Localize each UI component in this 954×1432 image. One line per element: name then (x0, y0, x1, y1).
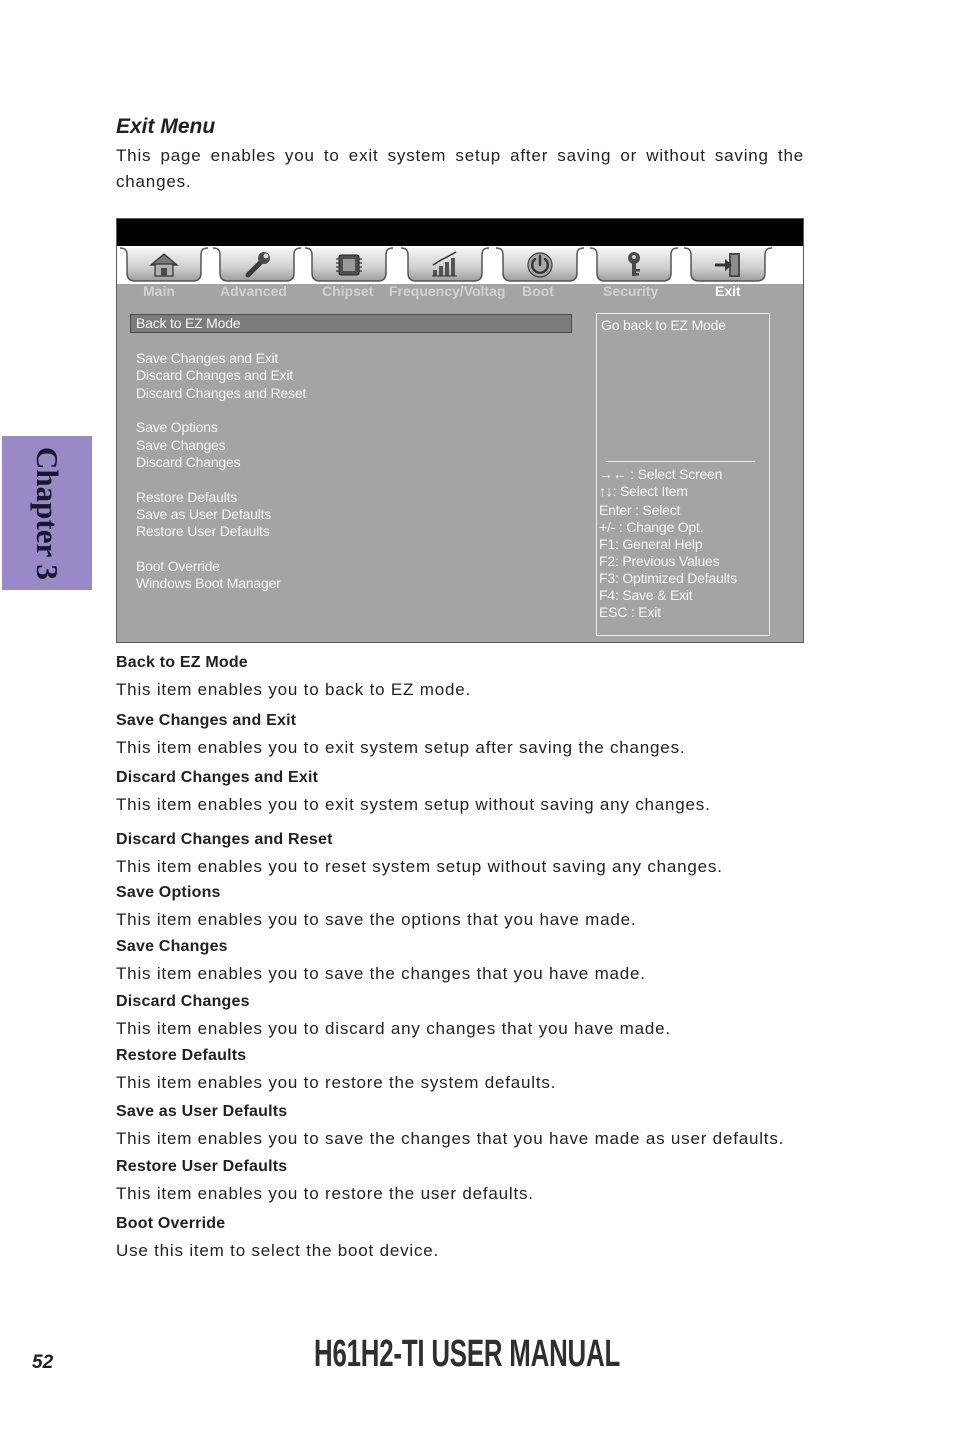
chip-icon (336, 255, 362, 275)
item-description: This item enables you to reset system setup without saving any changes. (116, 857, 723, 876)
item-description: This item enables you to restore the system defaults. (116, 1073, 557, 1092)
item-title: Restore Defaults (116, 1047, 247, 1064)
item-title: Save Changes (116, 938, 228, 955)
bios-tab-security (590, 248, 678, 281)
bios-tab-label-boot: Boot (522, 283, 554, 299)
item-description: This item enables you to save the changes that you have made. (116, 964, 646, 983)
item-section (116, 992, 804, 1039)
item-title: Discard Changes and Exit (116, 769, 319, 786)
menu-item-discard-changes-and-reset: Discard Changes and Reset (136, 385, 307, 401)
key-help-line: F4: Save & Exit (599, 587, 693, 603)
menu-item-boot-override: Boot Override (136, 558, 220, 574)
item-description: This item enables you to save the options that you have made. (116, 910, 637, 929)
help-divider (606, 461, 755, 462)
item-section (116, 768, 804, 815)
item-description: This item enables you to exit system setup after saving the changes. (116, 738, 686, 757)
bios-tab-advanced (213, 248, 301, 281)
bios-tab-label-frequency: Frequency/Voltag (389, 283, 506, 299)
key-help-line: F1: General Help (599, 536, 703, 552)
key-help-line: F2: Previous Values (599, 553, 720, 569)
menu-item-discard-changes: Discard Changes (136, 454, 241, 470)
item-description: This item enables you to exit system setup without saving any changes. (116, 795, 711, 814)
item-section (116, 1046, 804, 1093)
item-title: Discard Changes and Reset (116, 831, 333, 848)
menu-item-restore-user-defaults: Restore User Defaults (136, 523, 270, 539)
bios-selected-item: Back to EZ Mode (130, 314, 572, 333)
item-section (116, 1214, 804, 1261)
bios-tab-chipset (305, 248, 393, 281)
item-section (116, 1157, 804, 1204)
item-section (116, 711, 804, 758)
item-description: This item enables you to back to EZ mode. (116, 680, 472, 699)
item-description: This item enables you to save the changes that you have made as user defaults. (116, 1129, 785, 1148)
item-description: Use this item to select the boot device. (116, 1241, 440, 1260)
item-section (116, 883, 804, 930)
bios-tab-label-security: Security (603, 283, 659, 299)
manual-title: H61H2-TI USER MANUAL (314, 1333, 621, 1375)
menu-item-save-changes: Save Changes (136, 437, 226, 453)
bios-tab-label-advanced: Advanced (220, 283, 287, 299)
item-section (116, 653, 804, 700)
menu-item-save-as-user-defaults: Save as User Defaults (136, 506, 272, 522)
item-title: Save Options (116, 884, 221, 901)
key-help-line: ↑↓: Select Item (599, 483, 688, 499)
chapter-label: Chapter 3 (30, 446, 65, 580)
intro-paragraph: This page enables you to exit system setup after saving or without saving the changes. (116, 146, 804, 191)
help-description: Go back to EZ Mode (601, 317, 726, 333)
key-help-line: +/- : Change Opt. (599, 519, 704, 535)
bios-tab-label-main: Main (143, 283, 175, 299)
bios-tab-main (120, 248, 208, 281)
page-number: 52 (32, 1352, 54, 1373)
item-title: Discard Changes (116, 993, 250, 1010)
menu-item-save-changes-and-exit: Save Changes and Exit (136, 350, 279, 366)
bios-screenshot (116, 218, 804, 643)
bios-tab-label-exit: Exit (715, 283, 741, 299)
item-title: Restore User Defaults (116, 1158, 288, 1175)
bios-tab-icons (117, 246, 803, 284)
item-section (116, 937, 804, 984)
item-title: Back to EZ Mode (116, 654, 248, 671)
item-description: This item enables you to discard any changes that you have made. (116, 1019, 671, 1038)
chapter-tab (2, 436, 92, 590)
item-title: Save Changes and Exit (116, 712, 297, 729)
menu-item-windows-boot-manager: Windows Boot Manager (136, 575, 281, 591)
key-help-line: →← : Select Screen (599, 466, 723, 482)
key-help-line: F3: Optimized Defaults (599, 570, 737, 586)
menu-item-restore-defaults: Restore Defaults (136, 489, 238, 505)
bios-title-bar (117, 219, 803, 246)
menu-item-discard-changes-and-exit: Discard Changes and Exit (136, 367, 294, 383)
item-section (116, 830, 804, 877)
power-icon (528, 253, 552, 277)
bios-tab-strip (117, 246, 803, 284)
key-help-line: Enter : Select (599, 502, 681, 518)
key-help-line: ESC : Exit (599, 604, 661, 620)
bios-help-panel (596, 313, 770, 636)
bios-tab-frequency (401, 248, 489, 281)
item-section (116, 1102, 804, 1149)
item-title: Boot Override (116, 1215, 226, 1232)
bios-tab-exit (684, 248, 772, 281)
menu-item-save-options: Save Options (136, 419, 218, 435)
item-description: This item enables you to restore the user defaults. (116, 1184, 534, 1203)
item-title: Save as User Defaults (116, 1103, 288, 1120)
page-title: Exit Menu (116, 115, 216, 138)
bios-tab-boot (496, 248, 584, 281)
bios-tab-label-chipset: Chipset (322, 283, 374, 299)
